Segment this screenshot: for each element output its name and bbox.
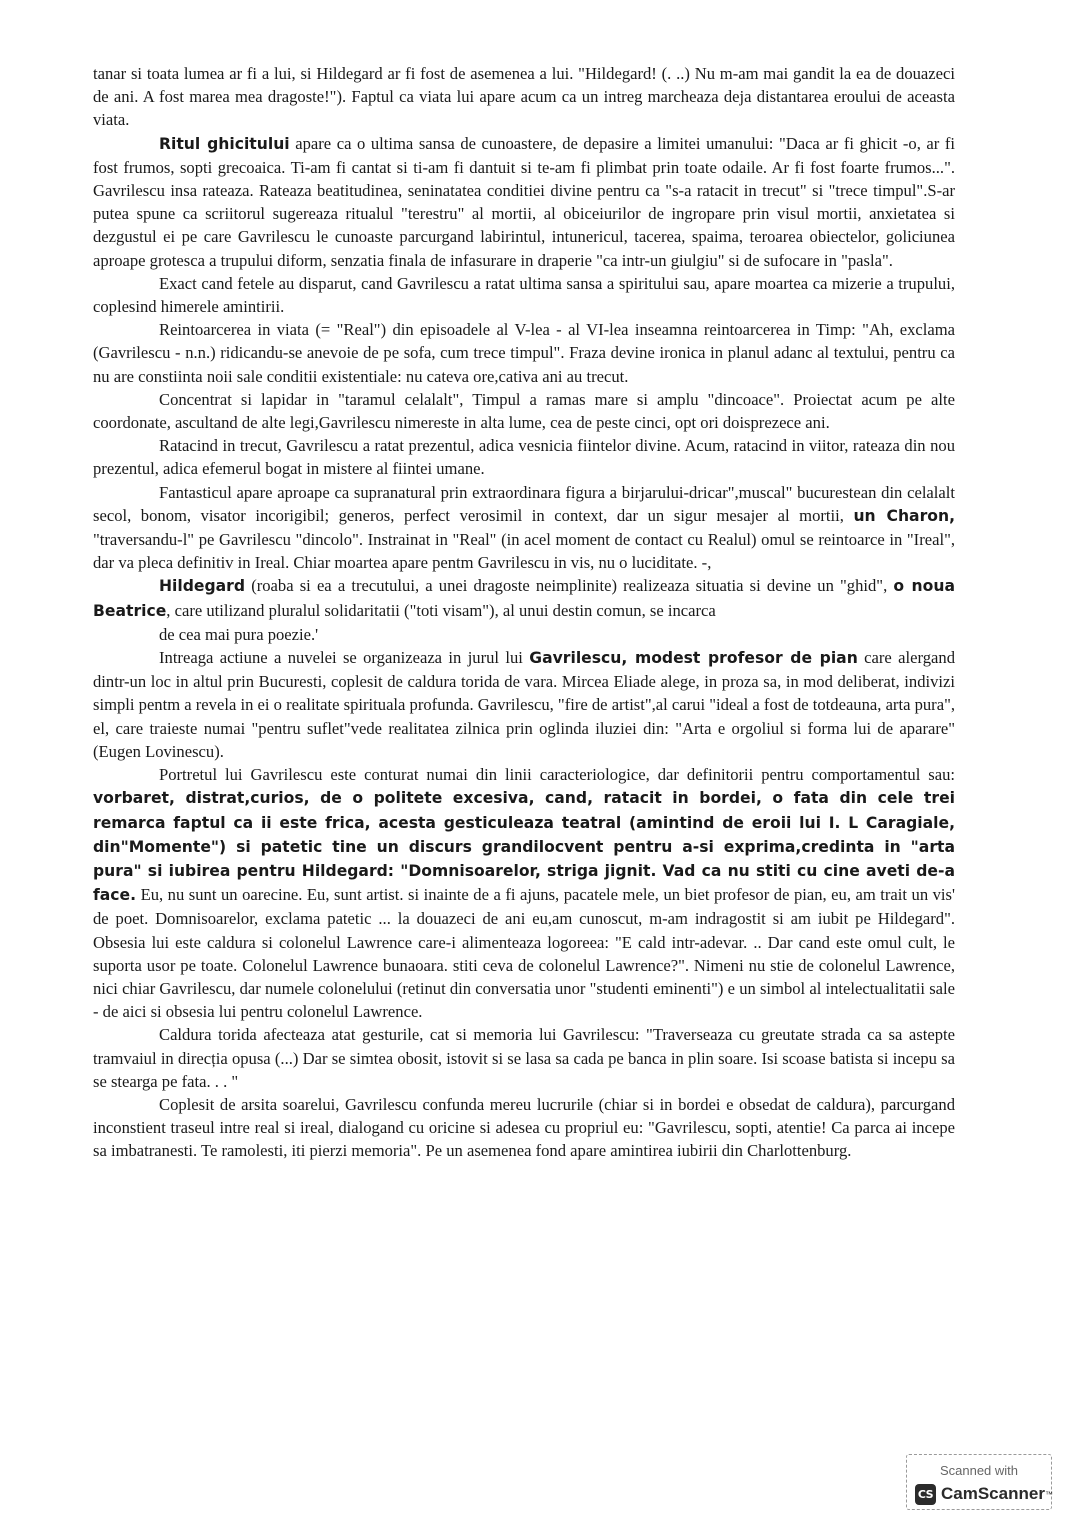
text-run: Concentrat si lapidar in "taramul celalalt", Timpul a ramas mare si amplu "dincoace". Proiectat acum pe alte coordonate, ascultand de alte legi,Gavrilescu nimereste in alta lume, cea de peste cinci, opt ori doisprezece ani. xyxy=(93,389,955,433)
text-run: Ratacind in trecut, Gavrilescu a ratat prezentul, adica vesnicia fiintelor divine. Acum, ratacind in viitor, rateaza din nou prezentul, adica efemerul bogat in mistere al fiintei umane. xyxy=(93,436,955,479)
camscanner-watermark xyxy=(906,1454,1052,1510)
body-paragraph xyxy=(93,1093,955,1163)
bold-text-run: Hildegard xyxy=(159,577,246,596)
body-paragraph xyxy=(93,132,955,272)
text-run: Caldura torida afecteaza atat gesturile, cat si memoria lui Gavrilescu: "Traverseaza cu greutate strada ca sa astepte tramvaiul in direcția opusa (...) Dar se simtea obosit, istovit si se lasa sa cada pe banca in plin soare. Isi scoase batista si incepu sa se stearga pe fata. . . " xyxy=(93,1025,955,1091)
bold-text-run: Gavrilescu, modest profesor de pian xyxy=(529,649,858,668)
body-paragraph xyxy=(93,62,955,132)
body-paragraph xyxy=(93,434,955,480)
bold-text-run: un Charon, xyxy=(853,506,955,525)
camscanner-name: CamScanner xyxy=(941,1484,1045,1503)
text-run: apare ca o ultima sansa de cunoastere, de depasire a limitei umanului: "Daca ar fi ghicit -o, ar fi fost frumos, sopti grecoaica. Ti-am fi cantat si ti-am fi dantuit si te-am fi plimbat prin toate odaile. Ar fi fost foarte frumos...". Gavrilescu insa rateaza. Rateaza beatitudinea, seninatatea conditiei divine pentru ca "s-a ratacit in trecut" si "trece timpul".S-ar putea spune ca scriitorul sugereaza ritualul "terestru" al mortii, al obiceiurilor de ingropare prin visul mortii, anxietatea si dezgustul ei pe care Gavrilescu le cunoaste parcurgand labirintul, intunericul, tacerea, spaima, teroarea obiectelor, goliciunea aproape grotesca a trupului diform, senzatia finala de infasurare in draperie "ca intr-un giulgiu" si de sufocare in "pasla". xyxy=(93,133,955,270)
text-run: Exact cand fetele au disparut, cand Gavrilescu a ratat ultima sansa a spiritului sau, apare moartea ca mizerie a trupului, coplesind himerele amintirii. xyxy=(93,273,955,317)
body-paragraph xyxy=(93,623,955,646)
scanned-with-label: Scanned with xyxy=(939,1463,1019,1478)
text-run: "traversandu-l" pe Gavrilescu "dincolo". Instrainat in "Real" (in acel moment de contact cu Realul) omul se reintoarce in "Ireal", dar va pleca definitiv in Ireal. Chiar moartea apare pentm Gavrilescu in vis, nu o luciditate. -, xyxy=(93,530,955,573)
body-paragraph xyxy=(93,574,955,622)
trademark-mark: ™ xyxy=(1044,1489,1053,1499)
text-run: (roaba si ea a trecutului, a unei dragoste neimplinite) realizeaza situatia si devine un "ghid", xyxy=(245,576,894,596)
bold-text-run: Ritul ghicitului xyxy=(159,134,290,153)
body-paragraph xyxy=(93,646,955,763)
bold-text-run: o noua Beatrice xyxy=(93,577,955,620)
text-run: Eu, nu sunt un oarecine. Eu, sunt artist. si inainte de a fi ajuns, pacatele mele, un biet profesor de pian, eu, am trait un vis' de poet. Domnisoarelor, exclama patetic ... la douazeci de ani eu,am cunoscut, m-am indragostit si am iubit pe Hildegard". Obsesia lui este caldura si colonelul Lawrence care-i alimenteaza logoreea: "E cald intr-adevar. .. Dar cand este omul cult, le suporta usor pe toate. Colonelul Lawrence bunaoara. stiti ceva de colonelul Lawrence?". Nimeni nu stie de colonelul Lawrence, nici chiar Gavrilescu, dar numele colonelului (retinut din conversatia unor "studenti eminenti") e un simbol al intelectualitatii sale - de aici si obsesia lui pentru colonelul Lawrence. xyxy=(93,885,955,1022)
document-page xyxy=(93,62,955,1163)
text-run: Intreaga actiune a nuvelei se organizeaza in jurul lui xyxy=(159,648,530,668)
text-run: , care utilizand pluralul solidaritatii ("toti visam"), al unui destin comun, se incarca xyxy=(166,600,716,620)
body-paragraph xyxy=(93,763,955,1023)
text-run: care alergand dintr-un loc in altul prin Bucuresti, coplesit de caldura torida de vara. Mircea Eliade alege, in proza sa, in mod deliberat, indivizi simpli pentm a revela in ei o realitate spirituala profunda. Gavrilescu, "fire de artist",al carui "ideal a fost de totdeauna, arta pura", el, care traieste numai "pentru suflet"vede realitatea zilnica prin oglinda iluziei din: "Arta e orgoliul si forma lui de aparare" (Eugen Lovinescu). xyxy=(93,648,955,761)
camscanner-logo-icon: CS xyxy=(915,1484,936,1505)
body-paragraph xyxy=(93,318,955,388)
text-run: Fantasticul apare aproape ca supranatural prin extraordinara figura a birjarului-dricar",muscal" bucurestean din celalalt secol, bonom, visator incorigibil; generos, perfect verosimil in context, dar un sigur mesajer al mortii, xyxy=(93,482,955,525)
bold-text-run: vorbaret, distrat,curios, de o politete excesiva, cand, ratacit in bordei, o fata din cele trei remarca faptul ca ii este frica, acesta gesticuleaza teatral (amintind de eroii lui I. L Caragiale, din"Momente") si patetic tine un discurs grandilocvent pentru a-si exprima,credinta in "arta pura" si iubirea pentru Hildegard: "Domnisoarelor, striga jignit. Vad ca nu stiti cu cine aveti de-a face. xyxy=(93,789,955,905)
text-run: Portretul lui Gavrilescu este conturat numai din linii caracteriologice, dar definitorii pentru comportamentul sau: xyxy=(159,765,955,785)
text-run: de cea mai pura poezie.' xyxy=(159,624,319,644)
body-paragraph xyxy=(93,272,955,318)
text-run: tanar si toata lumea ar fi a lui, si Hildegard ar fi fost de asemenea a lui. "Hildegard! (. ..) Nu m-am mai gandit la ea de douazeci de ani. A fost marea mea dragoste!"). Faptul ca viata lui apare acum ca un intreg marcheaza deja distantarea eroului de aceasta viata. xyxy=(93,64,955,130)
body-paragraph xyxy=(93,388,955,434)
camscanner-brand xyxy=(915,1482,1053,1506)
text-run: Coplesit de arsita soarelui, Gavrilescu confunda mereu lucrurile (chiar si in bordei e obsedat de caldura), parcurgand inconstient traseul intre real si ireal, dialogand cu oricine si adesea cu propriul eu: "Gavrilescu, sopti, atentie! Ca parca ai incepe sa imbatranesti. Te ramolesti, iti pierzi memoria". Pe un asemenea fond apare amintirea iubirii din Charlottenburg. xyxy=(93,1094,955,1161)
body-paragraph xyxy=(93,1023,955,1093)
text-run: Reintoarcerea in viata (= "Real") din episoadele al V-lea - al VI-lea inseamna reintoarcerea in Timp: "Ah, exclama (Gavrilescu - n.n.) ridicandu-se anevoie de pe sofa, cum trece timpul". Fraza devine ironica in planul adanc al textului, pentru ca nu are constiinta noii sale conditii existentiale: nu cateva ore,cativa ani au trecut. xyxy=(93,320,955,386)
body-paragraph xyxy=(93,481,955,575)
